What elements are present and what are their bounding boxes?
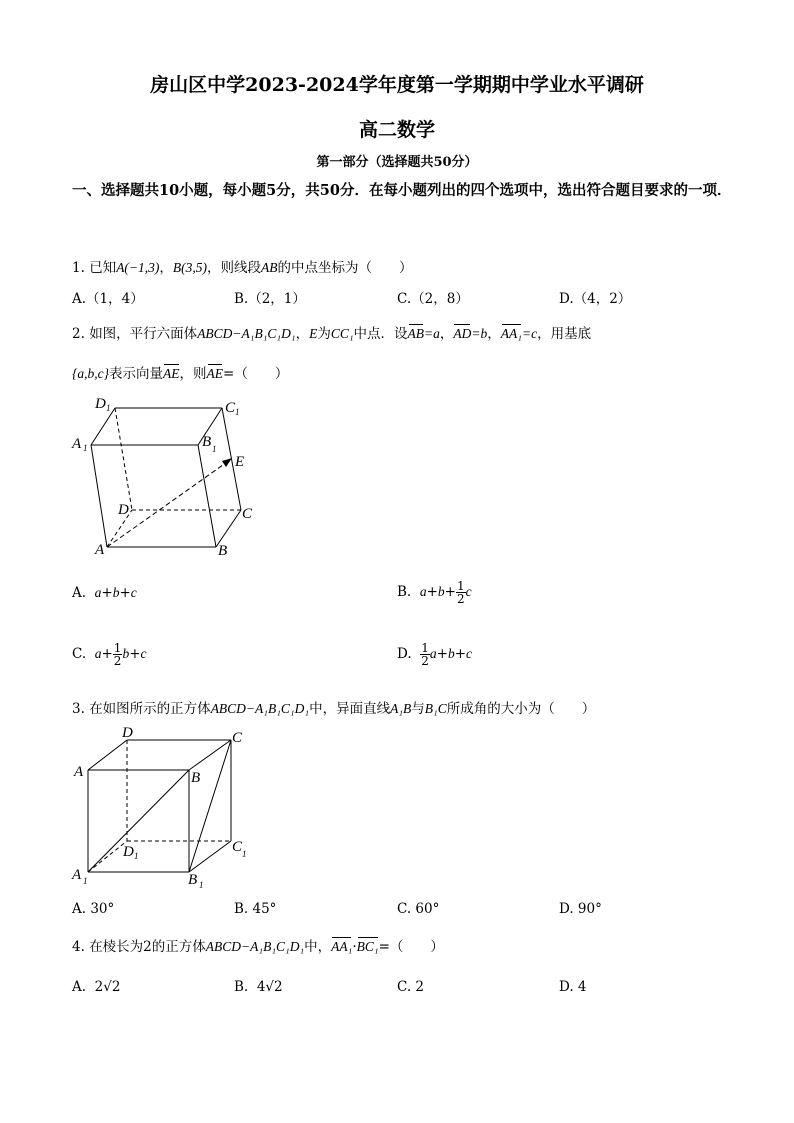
q2-option-b[interactable]: B. a+b+ $\frac{1}{2}$ c [397,579,472,606]
q2-option-a[interactable]: A. a+b+c [72,585,137,601]
svg-text:1: 1 [242,849,247,859]
svg-text:1: 1 [83,443,88,453]
svg-text:1: 1 [83,876,88,886]
label-d1: D [123,844,134,860]
label-b1: B [202,434,212,450]
cube-figure [60,722,270,897]
label-e: E [235,454,245,470]
label-c1: C [225,400,236,416]
svg-text:1: 1 [134,851,139,861]
q1-option-c[interactable]: C.（2，8） [397,291,469,307]
parallelepiped-figure [60,390,280,565]
q4-option-a[interactable]: A. 2√2 [72,979,121,995]
part-heading: 第一部分（选择题共50分） [316,155,478,170]
question-2-line-2: {a,b,c}表示向量AE，则AE=（ ） [72,366,289,382]
question-4: 4. 在棱长为2的正方体ABCD−A₁B₁C₁D₁中，AA₁·BC₁=（ ） [72,939,444,955]
label-d: D [118,502,129,518]
svg-text:1: 1 [199,880,204,890]
label-a: A [95,542,105,558]
label-c1: C [232,839,243,855]
q2-option-c[interactable]: C. a+ $\frac{1}{2}$ b+c [72,641,147,668]
label-b: B [218,543,228,559]
question-1: 1. 已知A(−1,3)，B(3,5)，则线段AB的中点坐标为（ ） [72,260,413,276]
exam-subtitle: 高二数学 [358,119,435,141]
label-d: D [122,725,133,741]
q1-option-b[interactable]: B.（2，1） [234,291,306,307]
question-2: 2. 如图，平行六面体ABCD−A₁B₁C₁D₁，E为CC₁中点．设AB=a，AD=b，AA₁=c，用基底 [72,326,592,342]
label-a: A [74,764,84,780]
label-c: C [232,730,243,746]
label-c: C [242,506,253,522]
exam-title: 房山区中学2023-2024学年度第一学期期中学业水平调研 [150,74,644,96]
label-a1: A [72,436,82,452]
svg-text:1: 1 [106,403,111,413]
label-b: B [191,770,201,786]
q3-option-a[interactable]: A. 30° [72,901,115,917]
q1-option-d[interactable]: D.（4，2） [559,291,632,307]
label-b1: B [188,872,198,888]
q4-option-d[interactable]: D. 4 [559,979,587,995]
svg-text:1: 1 [235,407,240,417]
q4-option-c[interactable]: C. 2 [397,979,425,995]
q3-option-b[interactable]: B. 45° [234,901,277,917]
question-3: 3. 在如图所示的正方体ABCD−A₁B₁C₁D₁中，异面直线A₁B与B₁C所成角的大小为（ ） [72,701,596,717]
svg-text:1: 1 [212,444,217,454]
q2-option-d[interactable]: D. $\frac{1}{2}$ a+b+c [397,641,472,668]
q3-option-d[interactable]: D. 90° [559,901,602,917]
q4-option-b[interactable]: B. 4√2 [234,979,283,995]
label-a1: A [72,867,82,883]
q1-option-a[interactable]: A.（1，4） [72,291,144,307]
q3-option-c[interactable]: C. 60° [397,901,440,917]
section-intro: 一、选择题共10小题，每小题5分，共50分．在每小题列出的四个选项中，选出符合题目要求的一项． [72,182,732,199]
label-d1: D [95,396,106,412]
